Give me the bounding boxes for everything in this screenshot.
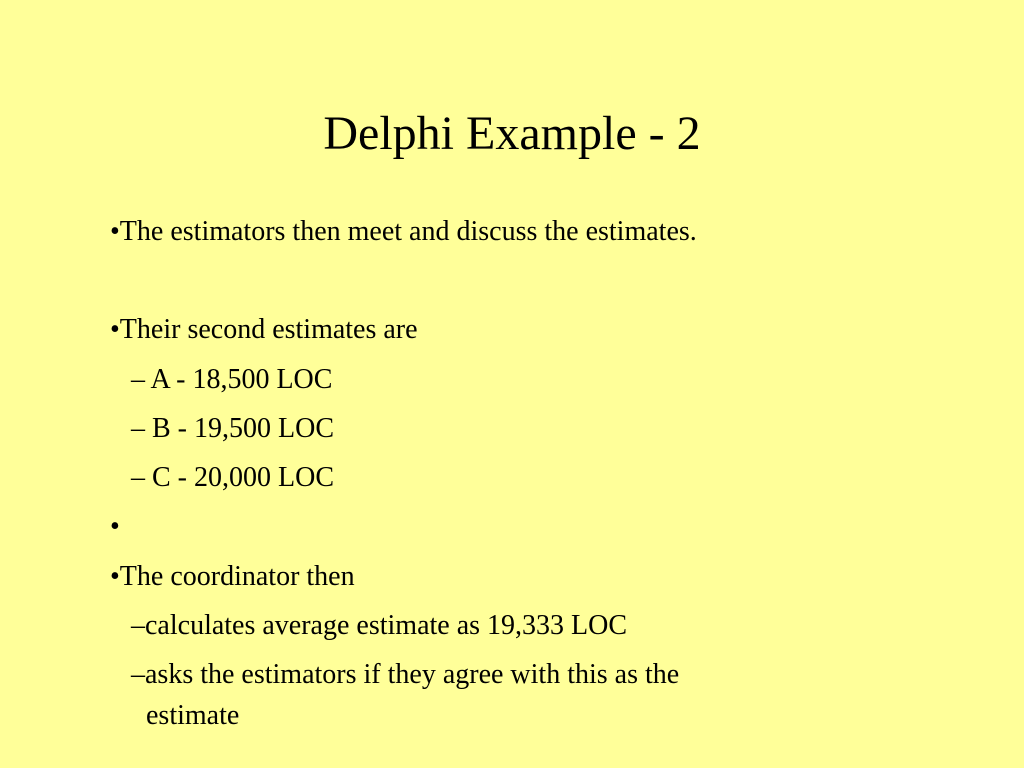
- bullet-line-estimators-meet: •The estimators then meet and discuss the estimates.: [110, 216, 697, 247]
- sub-line-average-estimate: –calculates average estimate as 19,333 LOC: [131, 610, 628, 641]
- bullet-line-second-estimates: •Their second estimates are: [110, 314, 418, 345]
- slide-title: Delphi Example - 2: [323, 107, 701, 160]
- empty-bullet: •: [110, 511, 120, 542]
- sub-line-estimate-a: – A - 18,500 LOC: [131, 364, 333, 395]
- bullet-line-coordinator: •The coordinator then: [110, 561, 355, 592]
- sub-line-asks-estimators-continuation: estimate: [146, 700, 240, 731]
- sub-line-asks-estimators: –asks the estimators if they agree with this as the: [131, 659, 680, 690]
- sub-line-estimate-c: – C - 20,000 LOC: [131, 462, 334, 493]
- sub-line-estimate-b: – B - 19,500 LOC: [131, 413, 334, 444]
